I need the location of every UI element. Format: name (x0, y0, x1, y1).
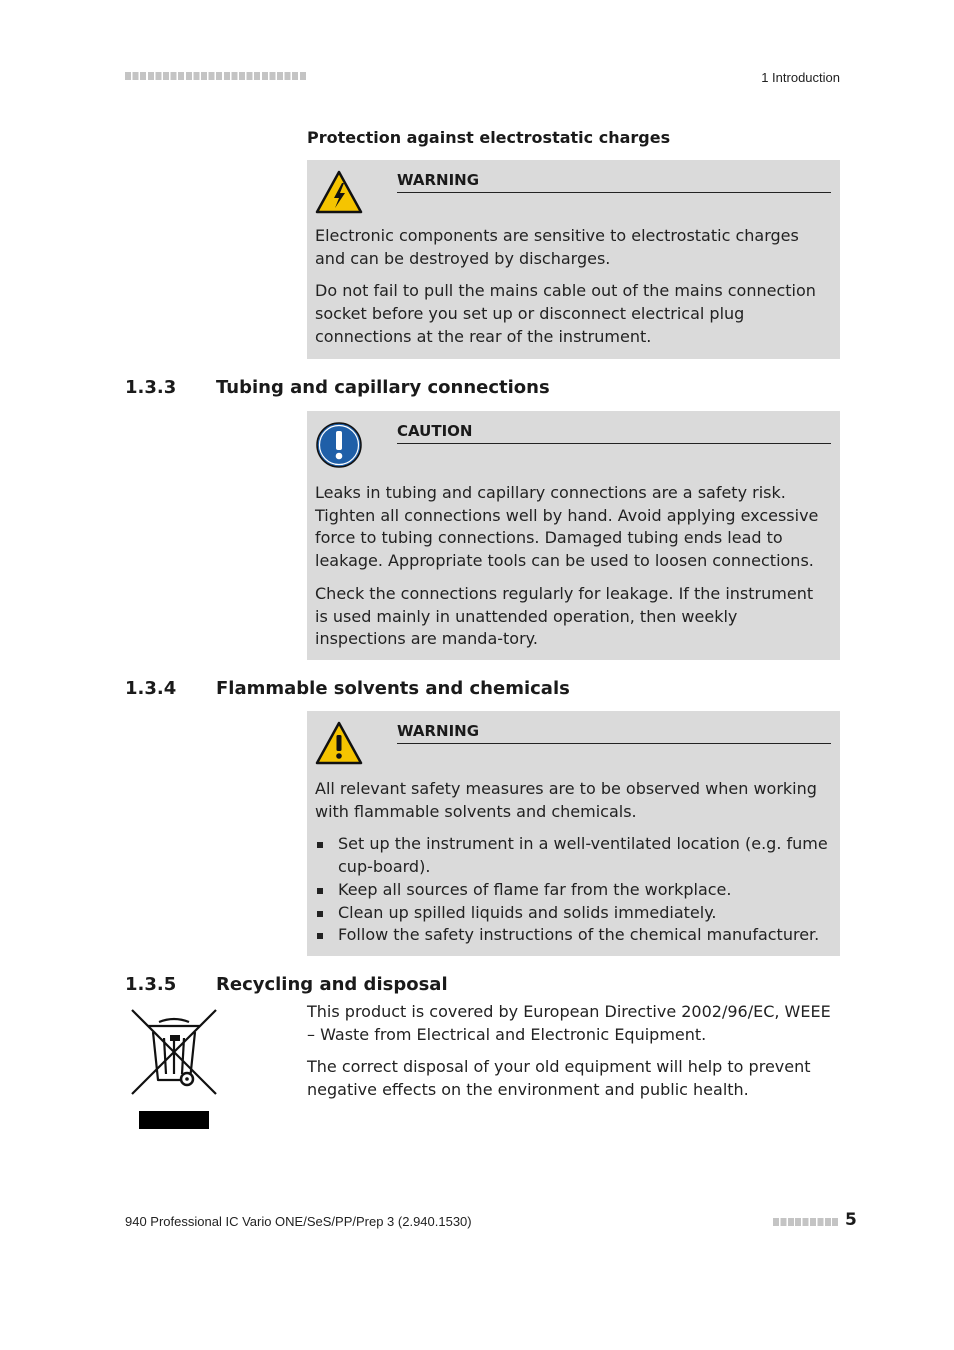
weee-crossed-bin-icon (128, 1008, 220, 1132)
recycling-paragraph-1: This product is covered by European Directive 2002/96/EC, WEEE – Waste from Electrical and Electronic Equipment. (307, 1002, 831, 1044)
footer-decoration (773, 1218, 839, 1226)
list-item: Follow the safety instructions of the chemical manufacturer. (315, 924, 828, 947)
flammable-warning-box (307, 711, 840, 956)
section-title: Recycling and disposal (216, 974, 448, 995)
mandatory-action-icon (315, 421, 363, 469)
section-number: 1.3.3 (125, 377, 177, 398)
tubing-paragraph-1: Leaks in tubing and capillary connections are a safety risk. Tighten all connections well by hand. Avoid applying excessive force to tubing connections. Damaged tubing ends lead to leakage. Appropriate tools can be used to loosen connections. (315, 483, 819, 571)
section-title: Flammable solvents and chemicals (216, 678, 570, 699)
esd-paragraph-1: Electronic components are sensitive to electrostatic charges and can be destroyed by discharges. (315, 226, 799, 268)
recycling-paragraph-2: The correct disposal of your old equipment will help to prevent negative effects on the environment and public health. (307, 1057, 811, 1100)
recycling-text (307, 1001, 840, 1112)
section-number: 1.3.4 (125, 678, 177, 699)
section-title: Tubing and capillary connections (216, 377, 550, 398)
list-item: Keep all sources of flame far from the workplace. (315, 879, 828, 902)
list-item: Clean up spilled liquids and solids immediately. (315, 902, 828, 925)
running-header-chapter: 1 Introduction (761, 70, 840, 85)
flammable-signal-word: WARNING (397, 721, 831, 744)
esd-warning-box (307, 160, 840, 359)
flammable-intro: All relevant safety measures are to be observed when working with flammable solvents and chemicals. (315, 779, 817, 821)
header-decoration (125, 72, 307, 80)
tubing-paragraph-2: Check the connections regularly for leakage. If the instrument is used mainly in unattended operation, then weekly inspections are manda-tory. (315, 583, 814, 649)
esd-paragraph-2: Do not fail to pull the mains cable out of the mains connection socket before you set up or disconnect electrical plug connections at the rear of the instrument. (315, 281, 816, 346)
tubing-caution-box (307, 411, 840, 660)
list-item: Set up the instrument in a well-ventilated location (e.g. fume cup-board). (315, 833, 828, 878)
esd-subheading: Protection against electrostatic charges (307, 128, 671, 147)
tubing-signal-word: CAUTION (397, 421, 831, 444)
electrical-hazard-icon (315, 170, 363, 214)
general-warning-icon (315, 721, 363, 765)
footer-product-name: 940 Professional IC Vario ONE/SeS/PP/Prep 3 (2.940.1530) (125, 1214, 472, 1229)
esd-signal-word: WARNING (397, 170, 831, 193)
section-number: 1.3.5 (125, 974, 177, 995)
page-number: 5 (845, 1210, 857, 1230)
flammable-bullet-list (315, 833, 828, 947)
